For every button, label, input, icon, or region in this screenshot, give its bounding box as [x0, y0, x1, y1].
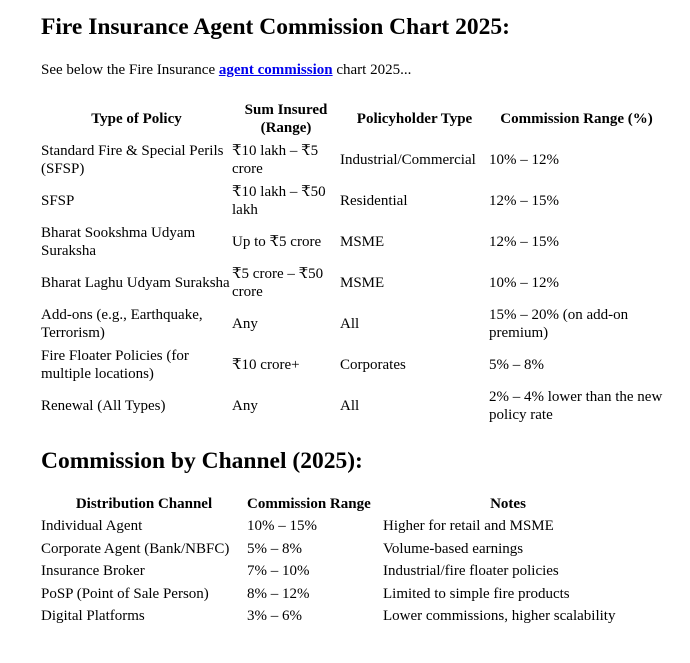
- cell-channel: Digital Platforms: [41, 608, 145, 625]
- cell-policyholder-type: MSME: [340, 233, 385, 250]
- header-commission-range: Commission Range: [247, 496, 371, 512]
- header-sum-insured: Sum Insured (Range): [244, 102, 328, 136]
- header-type-of-policy: Type of Policy: [91, 111, 182, 127]
- table-row: [41, 538, 633, 561]
- cell-policy-type: Add-ons (e.g., Earthquake, Terrorism): [41, 306, 203, 341]
- cell-commission-range: 10% – 12%: [489, 274, 559, 291]
- cell-policy-type: Bharat Laghu Udyam Suraksha: [41, 274, 230, 291]
- cell-notes: Industrial/fire floater policies: [383, 563, 559, 580]
- table-row: [41, 583, 633, 606]
- header-distribution-channel: Distribution Channel: [75, 496, 213, 512]
- cell-commission: 5% – 8%: [247, 540, 302, 557]
- cell-commission: 3% – 6%: [247, 608, 302, 625]
- cell-sum-insured: ₹5 crore – ₹50 crore: [232, 265, 324, 300]
- commission-chart-table: [41, 99, 664, 426]
- channel-commission-table: [41, 493, 633, 628]
- cell-policy-type: Fire Floater Policies (for multiple locations): [41, 347, 189, 382]
- table-row: [41, 560, 633, 583]
- cell-channel: PoSP (Point of Sale Person): [41, 585, 209, 602]
- cell-notes: Higher for retail and MSME: [383, 518, 554, 535]
- header-policyholder-type: Policyholder Type: [356, 111, 473, 127]
- cell-sum-insured: ₹10 lakh – ₹5 crore: [232, 142, 319, 177]
- table-row: [41, 385, 664, 426]
- cell-notes: Limited to simple fire products: [383, 585, 570, 602]
- cell-policyholder-type: Corporates: [340, 356, 406, 373]
- header-commission-range: Commission Range (%): [500, 111, 653, 127]
- section-heading-channel: Commission by Channel (2025):: [41, 448, 363, 474]
- table-row: [41, 303, 664, 344]
- table-row: [41, 515, 633, 538]
- cell-policy-type: SFSP: [41, 192, 75, 209]
- cell-commission-range: 15% – 20% (on add-on premium): [489, 306, 629, 341]
- cell-policy-type: Renewal (All Types): [41, 397, 166, 414]
- table-row: [41, 221, 664, 262]
- cell-policyholder-type: Residential: [340, 192, 408, 209]
- cell-commission-range: 12% – 15%: [489, 192, 559, 209]
- cell-commission-range: 2% – 4% lower than the new policy rate: [489, 388, 663, 423]
- table-row: [41, 262, 664, 303]
- table-row: [41, 605, 633, 628]
- cell-commission: 7% – 10%: [247, 563, 310, 580]
- intro-paragraph: [41, 61, 411, 79]
- cell-notes: Volume-based earnings: [383, 540, 524, 557]
- cell-channel: Corporate Agent (Bank/NBFC): [41, 540, 230, 557]
- cell-commission-range: 10% – 12%: [489, 151, 559, 168]
- table-row: [41, 180, 664, 221]
- cell-sum-insured: ₹10 crore+: [232, 356, 300, 373]
- cell-sum-insured: ₹10 lakh – ₹50 lakh: [232, 183, 326, 218]
- cell-commission-range: 5% – 8%: [489, 356, 544, 373]
- table-row: [41, 139, 664, 180]
- cell-policy-type: Standard Fire & Special Perils (SFSP): [41, 142, 224, 177]
- cell-policyholder-type: All: [340, 315, 360, 332]
- intro-text-before: See below the Fire Insurance: [41, 62, 219, 78]
- cell-sum-insured: Any: [232, 315, 258, 332]
- cell-sum-insured: Up to ₹5 crore: [232, 233, 322, 250]
- agent-commission-link[interactable]: agent commission: [218, 62, 333, 78]
- cell-policyholder-type: All: [340, 397, 360, 414]
- cell-commission-range: 12% – 15%: [489, 233, 559, 250]
- cell-notes: Lower commissions, higher scalability: [383, 608, 616, 625]
- header-notes: Notes: [490, 496, 526, 512]
- table-header-row: [41, 99, 664, 139]
- cell-commission: 10% – 15%: [247, 518, 317, 535]
- table-row: [41, 344, 664, 385]
- cell-policy-type: Bharat Sookshma Udyam Suraksha: [41, 224, 196, 259]
- cell-sum-insured: Any: [232, 397, 258, 414]
- cell-commission: 8% – 12%: [247, 585, 310, 602]
- cell-channel: Individual Agent: [41, 518, 143, 535]
- cell-policyholder-type: MSME: [340, 274, 385, 291]
- intro-text-after: chart 2025...: [332, 62, 412, 78]
- table-header-row: [41, 493, 633, 515]
- page-title: Fire Insurance Agent Commission Chart 2025:: [41, 14, 510, 40]
- cell-policyholder-type: Industrial/Commercial: [340, 151, 476, 168]
- cell-channel: Insurance Broker: [41, 563, 145, 580]
